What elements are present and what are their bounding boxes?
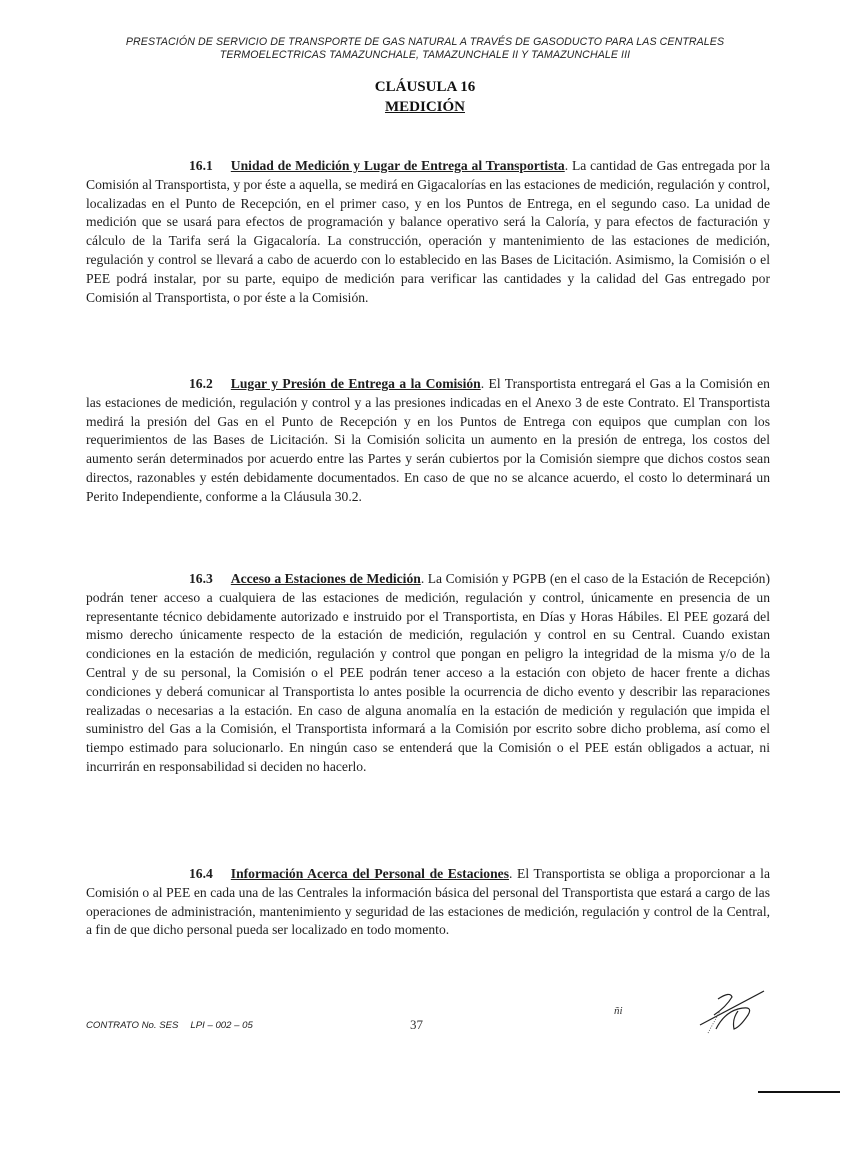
section-16-2 <box>86 375 770 507</box>
section-16-4 <box>86 865 770 940</box>
section-16-1 <box>86 157 770 307</box>
section-paragraph <box>86 570 770 777</box>
clause-heading <box>0 77 850 117</box>
section-text: . El Transportista se obliga a proporcionar a la Comisión o al PEE en cada una de las Centrales la información básica del personal del Transportista que estará a cargo de las operaciones de administración, mantenimiento y seguridad de las estaciones de medición, regulación y control de la Central, a fin de que dicho personal pueda ser localizado en todo momento. <box>86 866 770 938</box>
section-title: Lugar y Presión de Entrega a la Comisión <box>230 376 481 391</box>
section-paragraph <box>86 865 770 940</box>
section-text: . El Transportista entregará el Gas a la Comisión en las estaciones de medición, regulación y control y a las presiones indicadas en el Anexo 3 de este Contrato. El Transportista medirá la presión del Gas en el Punto de Recepción y en los Puntos de Entrega con equipos que cumplan con los requerimientos de las Bases de Licitación. Si la Comisión solicita un aumento en la presión de entrega, los costos del aumento serán determinados por acuerdo entre las Partes y serán cubiertos por la Comisión siempre que dichos costos sean directos, razonables y estén debidamente documentados. En caso de que no se alcance acuerdo, el costo lo determinará un Perito Independiente, conforme a la Cláusula 30.2. <box>86 376 770 504</box>
contract-label: CONTRATO No. SES <box>86 1020 179 1031</box>
scan-artifact-line <box>758 1091 840 1093</box>
header-line-1: PRESTACIÓN DE SERVICIO DE TRANSPORTE DE GAS NATURAL A TRAVÉS DE GASODUCTO PARA LAS CENTRALES <box>125 36 725 48</box>
section-title: Información Acerca del Personal de Estaciones <box>230 866 509 881</box>
section-title: Unidad de Medición y Lugar de Entrega al Transportista <box>230 158 565 173</box>
contract-reference <box>86 1020 253 1031</box>
section-paragraph <box>86 157 770 307</box>
section-number: 16.2 <box>189 376 213 391</box>
document-header <box>80 36 770 62</box>
section-paragraph <box>86 375 770 507</box>
section-number: 16.4 <box>189 866 213 881</box>
clause-subtitle: MEDICIÓN <box>384 99 465 115</box>
clause-title: CLÁUSULA 16 <box>374 79 476 95</box>
section-text: . La Comisión y PGPB (en el caso de la Estación de Recepción) podrán tener acceso a cualquiera de las estaciones de medición, regulación y control, únicamente en presencia de un representante técnico debidamente autorizado e instruido por el Transportista, en Días y Horas Hábiles. El PEE gozará del mismo derecho únicamente respecto de la estación de medición, regulación y control en su Central. Cuando existan condiciones en la estación de medición, regulación y control que pongan en peligro la integridad de la misma y/o de la Central y de su personal, la Comisión o el PEE podrán tener acceso a la estación con objeto de hacer frente a dichas condiciones y deberá comunicar al Transportista lo antes posible la ocurrencia de dicho evento y describir las reparaciones realizadas o necesarias a la estación. En caso de alguna anomalía en la estación de medición y regulación que impida el suministro del Gas a la Comisión, el Transportista informará a la Comisión por escrito sobre dicho problema, así como el tiempo estimado para solucionarlo. En ningún caso se entenderá que la Comisión o el PEE están obligados a actuar, ni incurrirán en responsabilidad si deciden no hacerlo. <box>86 571 770 774</box>
section-title: Acceso a Estaciones de Medición <box>230 571 421 586</box>
initials-mark: ñi <box>614 1005 623 1017</box>
contract-code: LPI – 002 – 05 <box>190 1020 253 1031</box>
section-text: . La cantidad de Gas entregada por la Comisión al Transportista, y por éste a aquella, se medirá en Gigacalorías en las estaciones de medición, regulación y control, localizadas en el Punto de Recepción, en el primer caso, y en los Puntos de Entrega, en el segundo caso. La unidad de medición que se usará para efectos de programación y balance operativo será la Caloría, y para efectos de facturación y cálculo de la Tarifa será la Gigacaloría. La construcción, operación y mantenimiento de las estaciones de medición, regulación y control se llevará a cabo de acuerdo con lo establecido en las Bases de Licitación. Asimismo, la Comisión o el PEE podrá instalar, por su parte, equipo de medición para verificar las cantidades y la calidad del Gas entregado por Comisión al Transportista, o por éste a la Comisión. <box>86 158 770 305</box>
section-number: 16.3 <box>189 571 213 586</box>
section-number: 16.1 <box>189 158 213 173</box>
header-line-2: TERMOELECTRICAS TAMAZUNCHALE, TAMAZUNCHALE II Y TAMAZUNCHALE III <box>219 49 631 61</box>
section-16-3 <box>86 570 770 777</box>
signature-icon <box>690 985 770 1035</box>
page-number: 37 <box>410 1017 423 1032</box>
